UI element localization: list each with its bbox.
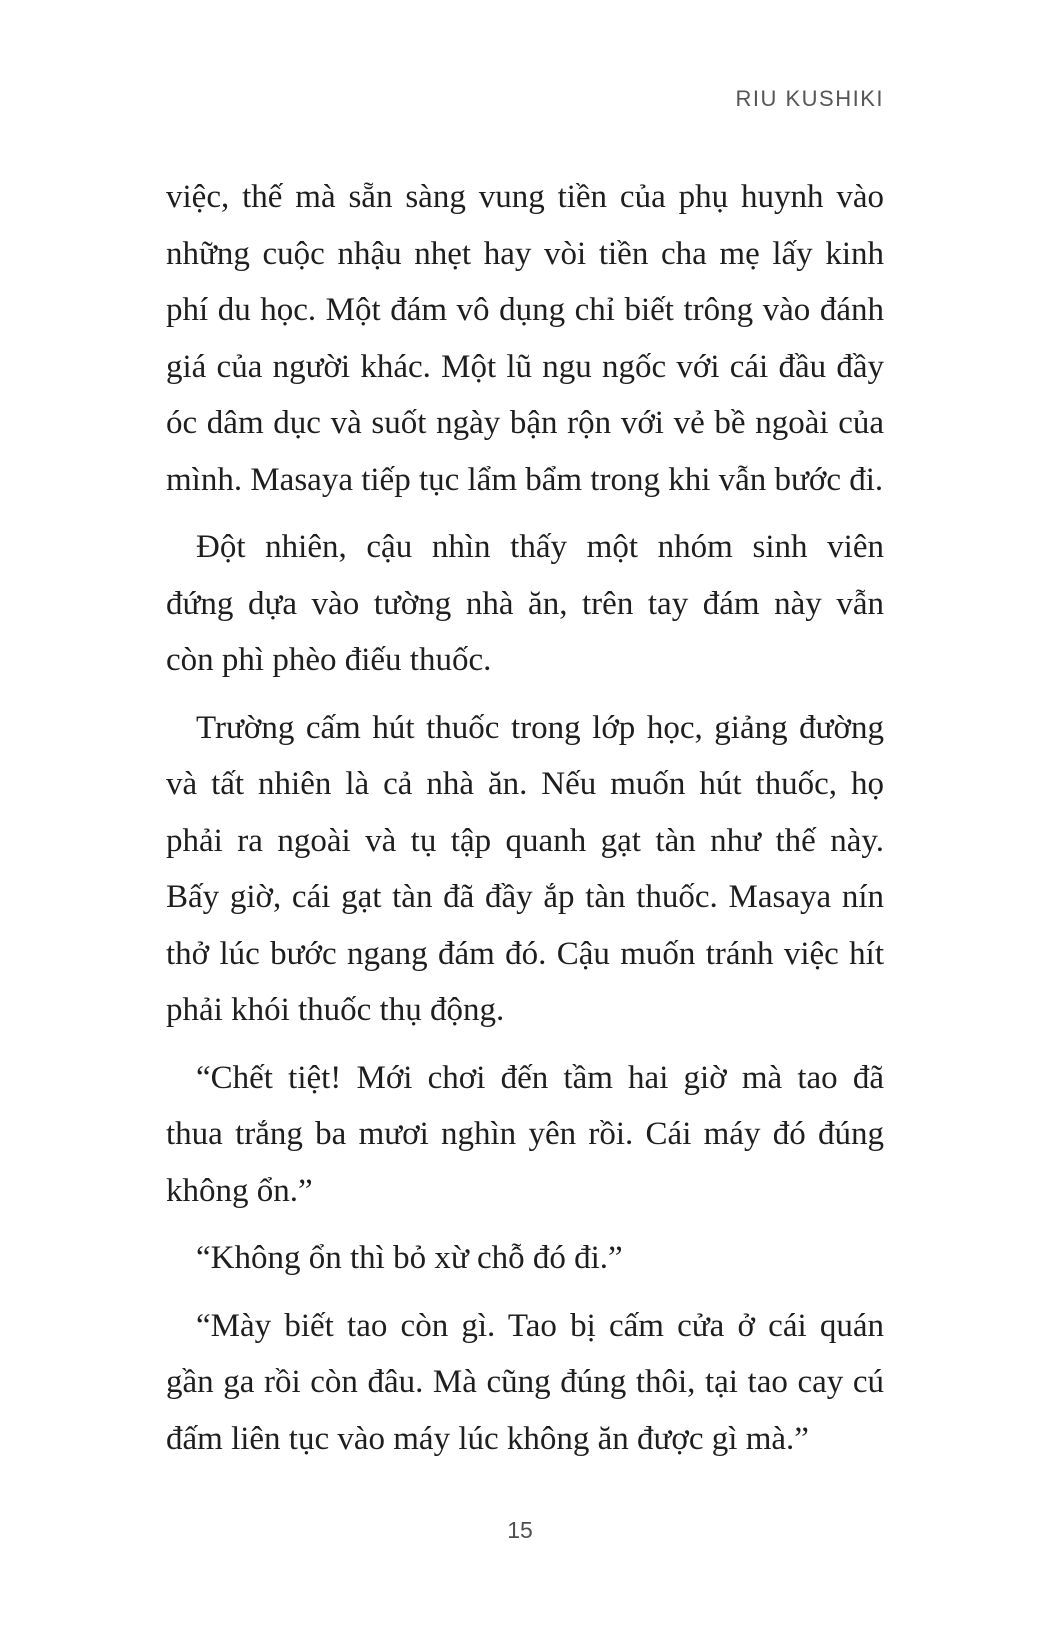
paragraph (166, 169, 884, 508)
text-line: Trường cấm hút thuốc trong lớp học, giảng đường (196, 709, 884, 746)
text-line: gần ga rồi còn đâu. Mà cũng đúng thôi, tại tao cay cú (166, 1364, 884, 1400)
text-line: việc, thế mà sẵn sàng vung tiền của phụ huynh vào (166, 179, 884, 215)
text-line: không ổn.” (166, 1172, 313, 1209)
paragraph (166, 1050, 884, 1220)
text-line: óc dâm dục và suốt ngày bận rộn với vẻ bề ngoài của (166, 405, 884, 441)
text-line: “Không ổn thì bỏ xừ chỗ đó đi.” (196, 1240, 623, 1276)
text-line: phí du học. Một đám vô dụng chỉ biết trông vào đánh (166, 292, 884, 328)
text-line: còn phì phèo điếu thuốc. (166, 642, 492, 678)
text-line: “Chết tiệt! Mới chơi đến tầm hai giờ mà tao đã (196, 1059, 884, 1096)
paragraph (166, 700, 884, 1039)
text-line: “Mày biết tao còn gì. Tao bị cấm cửa ở cái quán (196, 1307, 884, 1344)
text-line: thở lúc bước ngang đám đó. Cậu muốn tránh việc hít (166, 935, 884, 972)
text-line: đấm liên tục vào máy lúc không ăn được gì mà.” (166, 1420, 809, 1457)
text-line: mình. Masaya tiếp tục lẩm bẩm trong khi vẫn bước đi. (166, 461, 884, 498)
text-line: đứng dựa vào tường nhà ăn, trên tay đám này vẫn (166, 585, 884, 622)
running-header-author: RIU KUSHIKI (735, 86, 884, 111)
paragraph (166, 1230, 884, 1287)
paragraph (166, 519, 884, 689)
text-line: thua trắng ba mươi nghìn yên rồi. Cái máy đó đúng (166, 1116, 884, 1152)
text-line: những cuộc nhậu nhẹt hay vòi tiền cha mẹ lấy kinh (166, 235, 884, 272)
page-body (166, 169, 884, 1478)
page-number: 15 (507, 1517, 533, 1543)
text-line: Đột nhiên, cậu nhìn thấy một nhóm sinh viên (196, 529, 884, 565)
text-line: Bấy giờ, cái gạt tàn đã đầy ắp tàn thuốc. Masaya nín (166, 879, 884, 915)
paragraph (166, 1298, 884, 1468)
text-line: và tất nhiên là cả nhà ăn. Nếu muốn hút thuốc, họ (166, 766, 884, 802)
text-line: phải khói thuốc thụ động. (166, 992, 505, 1028)
text-line: giá của người khác. Một lũ ngu ngốc với cái đầu đầy (166, 348, 884, 385)
text-line: phải ra ngoài và tụ tập quanh gạt tàn như thế này. (166, 822, 884, 859)
